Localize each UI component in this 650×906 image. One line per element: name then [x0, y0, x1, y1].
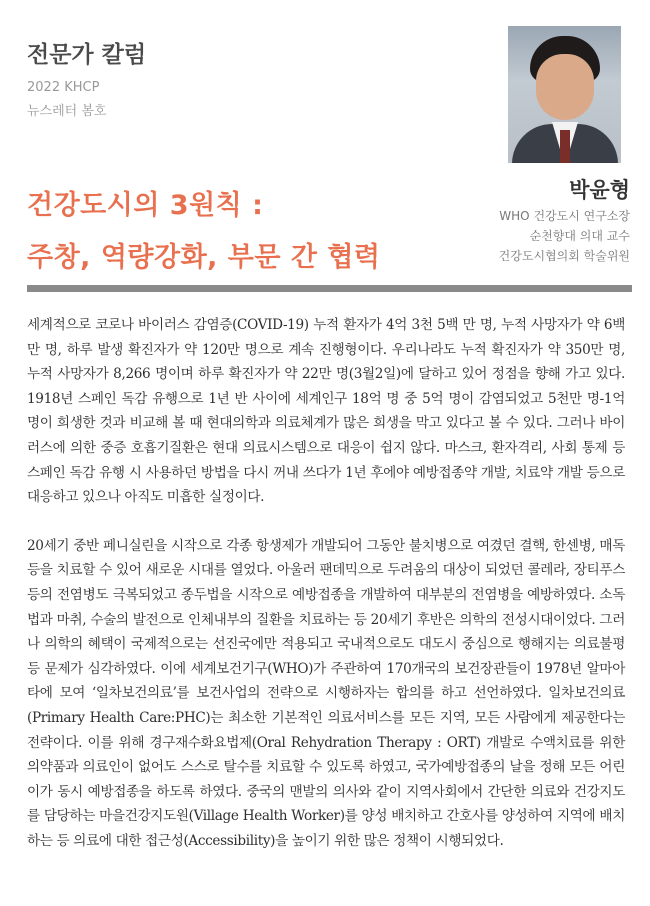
author-photo	[508, 26, 621, 163]
author-affiliation: WHO 건강도시 연구소장	[499, 209, 630, 223]
body-paragraph: 20세기 중반 페니실린을 시작으로 각종 항생제가 개발되어 그동안 불치병으로 여겼던 결핵, 한센병, 매독 등을 치료할 수 있어 새로운 시대를 열었다. 아울러 팬데믹으로 두려움의 대상이 되었던 콜레라, 장티푸스 등의 전염병도 극복되었고 종두법을 시작으로 예방접종을 개발하여 대부분의 전염병을 예방하였다. 소독법과 마취, 수술의 발전으로 인체내부의 질환을 치료하는 등 20세기 후반은 의학의 전성시대이었다. 그러나 의학의 혜택이 국제적으로는 선진국에만 적용되고 국내적으로도 대도시 중심으로 행해지는 의료불평등 문제가 심각하였다. 이에 세계보건기구(WHO)가 주관하여 170개국의 보건장관들이 1978년 알마아타에 모여 ‘일차보건의료’를 보건사업의 전략으로 시행하자는 합의를 하고 선언하였다. 일차보건의료(Primary Health Care:PHC)는 최소한 기본적인 의료서비스를 모든 지역, 모든 사람에게 제공한다는 전략이다. 이를 위해 경구재수화요법제(Oral Rehydration Therapy : ORT) 개발로 수액치료를 위한 의약품과 의료인이 없어도 스스로 탈수를 치료할 수 있도록 하였고, 국가예방접종의 날을 정해 모든 어린이가 동시 예방접종을 하도록 하였다. 중국의 맨발의 의사와 같이 지역사회에서 간단한 의료와 건강지도를 담당하는 마을건강지도원(Village Health Worker)를 양성 배치하고 간호사를 양성하여 지역에 배치하는 등 의료에 대한 접근성(Accessibility)을 높이기 위한 많은 정책이 시행되었다.	[27, 537, 625, 849]
column-category-title: 전문가 칼럼	[27, 42, 147, 68]
headline-line-2: 주창, 역량강화, 부문 간 협력	[27, 242, 381, 273]
section-divider	[27, 285, 632, 292]
newsletter-issue: 2022 KHCP	[27, 80, 100, 95]
headline-line-1: 건강도시의 3원칙 :	[27, 190, 264, 221]
article-headline	[27, 180, 381, 284]
article-body	[27, 313, 625, 853]
body-paragraph: 세계적으로 코로나 바이러스 감염증(COVID-19) 누적 환자가 4억 3천 5백 만 명, 누적 사망자가 약 6백만 명, 하루 발생 확진자가 약 120만 명으로 계속 진행형이다. 우리나라도 누적 확진자가 약 350만 명, 누적 사망자가 8,266 명이며 하루 확진자가 약 22만 명(3월2일)에 달하고 있어 정점을 향해 가고 있다. 1918년 스페인 독감 유행으로 1년 반 사이에 세계인구 18억 명 중 5억 명이 감염되었고 5천만 명-1억 명이 희생한 것과 비교해 볼 때 현대의학과 의료체계가 많은 희생을 막고 있다고 볼 수 있다. 그러나 바이러스에 의한 중증 호흡기질환은 현대 의료시스템으로 대응이 쉽지 않다. 마스크, 환자격리, 사회 통제 등 스페인 독감 유행 시 사용하던 방법을 다시 꺼내 쓰다가 1년 후에야 예방접종약 개발, 치료약 개발 등으로 대응하고 있으나 아직도 미흡한 실정이다.	[27, 317, 625, 506]
author-affiliation: 건강도시협의회 학술위원	[498, 249, 630, 263]
author-affiliation: 순천향대 의대 교수	[529, 229, 630, 243]
author-name: 박윤형	[569, 178, 630, 202]
newsletter-issue-subtitle: 뉴스레터 봄호	[27, 104, 107, 119]
